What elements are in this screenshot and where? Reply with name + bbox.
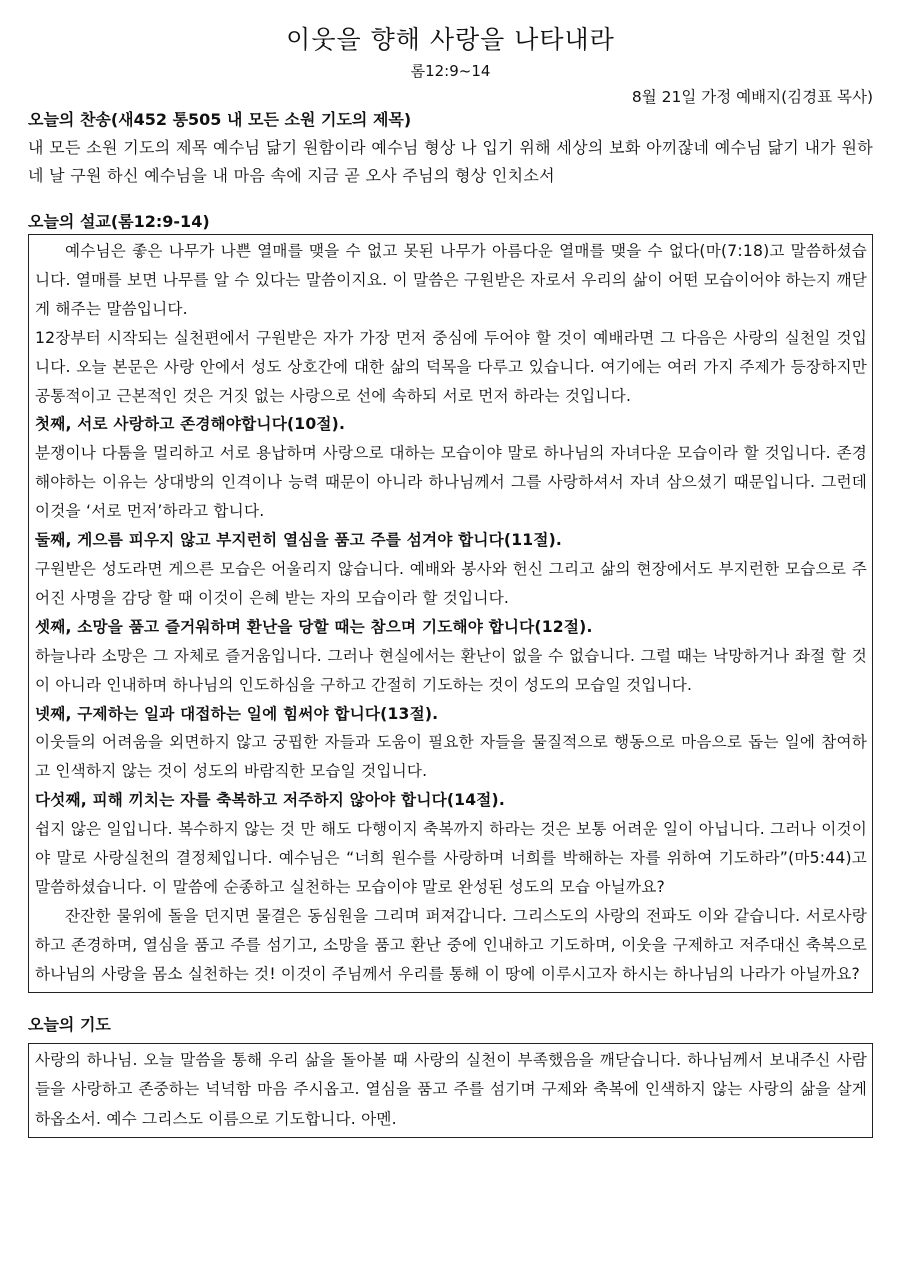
prayer-box <box>28 1043 873 1139</box>
point-4-title: 넷째, 구제하는 일과 대접하는 일에 힘써야 합니다(13절). <box>35 704 439 723</box>
point-5-title: 다섯째, 피해 끼치는 자를 축복하고 저주하지 않아야 합니다(14절). <box>35 791 505 810</box>
worship-sheet <box>28 22 873 1138</box>
date-and-author: 8월 21일 가정 예배지(김경표 목사) <box>631 88 873 106</box>
sermon-conclusion: 잔잔한 물위에 돌을 던지면 물결은 동심원을 그리며 퍼져갑니다. 그리스도의 사랑의 전파도 이와 같습니다. 서로사랑하고 존경하며, 열심을 품고 주를 섬기고, 소망을 품고 환난 중에 인내하고 기도하며, 이웃을 구제하고 저주대신 축복으로 하나님의 사랑을 몸소 실천하는 것! 이것이 주님께서 우리를 통해 이 땅에 이루시고자 하시는 하나님의 나라가 아닐까요? <box>35 906 867 983</box>
prayer-text: 사랑의 하나님. 오늘 말씀을 통해 우리 삶을 돌아볼 때 사랑의 실천이 부족했음을 깨닫습니다. 하나님께서 보내주신 사람들을 사랑하고 존중하는 넉넉함 마음 주시옵고. 열심을 품고 주를 섬기며 구제와 축복에 인색하지 않는 사랑의 삶을 살게 하옵소서. 예수 그리스도 이름으로 기도합니다. 아멘. <box>35 1050 867 1128</box>
point-3-title: 셋째, 소망을 품고 즐거워하며 환난을 당할 때는 참으며 기도해야 합니다(12절). <box>35 617 593 636</box>
point-3-body: 하늘나라 소망은 그 자체로 즐거움입니다. 그러나 현실에서는 환난이 없을 수 없습니다. 그럴 때는 낙망하거나 좌절 할 것이 아니라 인내하며 하나님의 인도하심을 구하고 간절히 기도하는 것이 성도의 모습일 것입니다. <box>35 646 867 694</box>
sermon-box <box>28 234 873 993</box>
prayer-heading: 오늘의 기도 <box>28 1014 111 1034</box>
hymn-lyrics: 내 모든 소원 기도의 제목 예수님 닮기 원함이라 예수님 형상 나 입기 위해 세상의 보화 아끼잖네 예수님 닮기 내가 원하네 날 구원 하신 예수님을 내 마음 속에 지금 곧 오사 주님의 형상 인치소서 <box>28 138 873 185</box>
point-1-body: 분쟁이나 다툼을 멀리하고 서로 용납하며 사랑으로 대하는 모습이야 말로 하나님의 자녀다운 모습이라 할 것입니다. 존경해야하는 이유는 상대방의 인격이나 능력 때문이 아니라 하나님께서 그를 사랑하셔서 자녀 삼으셨기 때문입니다. 그런데 이것을 ‘서로 먼저’하라고 합니다. <box>35 444 867 521</box>
point-1-title: 첫째, 서로 사랑하고 존경해야합니다(10절). <box>35 415 346 434</box>
hymn-heading: 오늘의 찬송(새452 통505 내 모든 소원 기도의 제목) <box>28 110 412 129</box>
page-title: 이웃을 향해 사랑을 나타내라 <box>286 25 615 54</box>
scripture-reference: 롬12:9~14 <box>410 62 491 80</box>
sermon-intro-paragraph-1: 예수님은 좋은 나무가 나쁜 열매를 맺을 수 없고 못된 나무가 아름다운 열매를 맺을 수 없다(마(7:18)고 말씀하셨습니다. 열매를 보면 나무를 알 수 있다는 말씀이지요. 이 말씀은 구원받은 자로서 우리의 삶이 어떤 모습이어야 하는지 깨닫게 해주는 말씀입니다. <box>35 242 867 318</box>
point-2-body: 구원받은 성도라면 게으른 모습은 어울리지 않습니다. 예배와 봉사와 헌신 그리고 삶의 현장에서도 부지런한 모습으로 주어진 사명을 감당 할 때 이것이 은혜 받는 자의 모습이라 할 것입니다. <box>35 559 867 607</box>
point-4-body: 이웃들의 어려움을 외면하지 않고 궁핍한 자들과 도움이 필요한 자들을 물질적으로 행동으로 마음으로 돕는 일에 참여하고 인색하지 않는 것이 성도의 바람직한 모습일 것입니다. <box>35 733 867 781</box>
sermon-heading: 오늘의 설교(롬12:9-14) <box>28 212 210 231</box>
point-5-body: 쉽지 않은 일입니다. 복수하지 않는 것 만 해도 다행이지 축복까지 하라는 것은 보통 어려운 일이 아닙니다. 그러나 이것이야 말로 사랑실천의 결정체입니다. 예수님은 “너희 원수를 사랑하며 너희를 박해하는 자를 위하여 기도하라”(마5:44)고 말씀하셨습니다. 이 말씀에 순종하고 실천하는 모습이야 말로 완성된 성도의 모습 아닐까요? <box>35 820 867 896</box>
point-2-title: 둘째, 게으름 피우지 않고 부지런히 열심을 품고 주를 섬겨야 합니다(11절). <box>35 531 563 550</box>
sermon-intro-paragraph-2: 12장부터 시작되는 실천편에서 구원받은 자가 가장 먼저 중심에 두어야 할 것이 예배라면 그 다음은 사랑의 실천일 것입니다. 오늘 본문은 사랑 안에서 성도 상호간에 대한 삶의 덕목을 다루고 있습니다. 여기에는 여러 가지 주제가 등장하지만 공통적이고 근본적인 것은 거짓 없는 사랑으로 선에 속하되 서로 먼저 하라는 것입니다. <box>35 328 867 405</box>
